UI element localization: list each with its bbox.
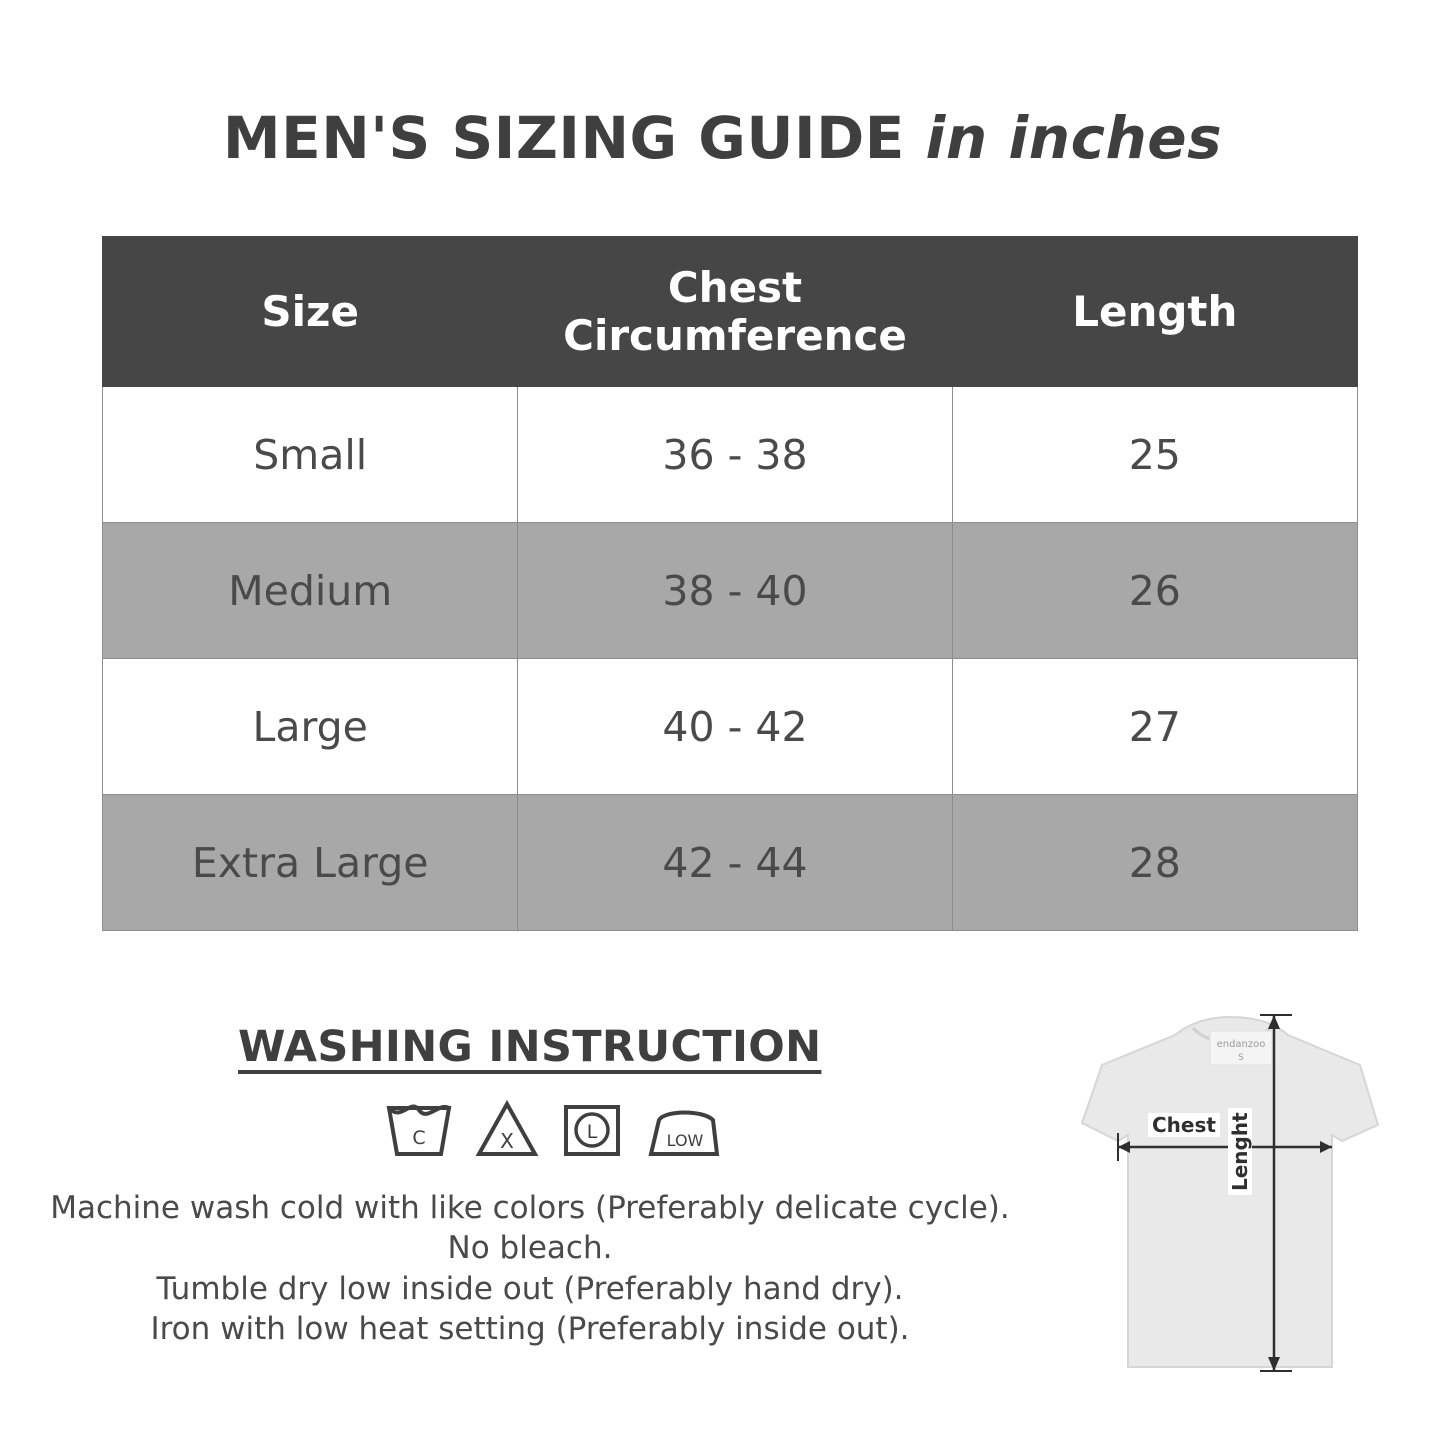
column-header-length: Length bbox=[952, 237, 1357, 387]
cell-length: 28 bbox=[952, 795, 1357, 931]
do-not-bleach-icon bbox=[475, 1098, 539, 1160]
page-title bbox=[0, 104, 1445, 172]
shirt-illustration bbox=[1060, 995, 1420, 1395]
page-title-emphasis: in inches bbox=[925, 104, 1223, 172]
washing-symbols bbox=[385, 1098, 723, 1160]
cell-size: Extra Large bbox=[103, 795, 518, 931]
svg-text:X: X bbox=[500, 1129, 514, 1153]
column-header-size: Size bbox=[103, 237, 518, 387]
cell-length: 27 bbox=[952, 659, 1357, 795]
table-row bbox=[103, 387, 1358, 523]
cell-chest: 42 - 44 bbox=[518, 795, 952, 931]
table-row bbox=[103, 795, 1358, 931]
cell-length: 26 bbox=[952, 523, 1357, 659]
column-header-chest bbox=[518, 237, 952, 387]
cell-chest: 36 - 38 bbox=[518, 387, 952, 523]
washing-instruction-text bbox=[0, 1188, 1060, 1349]
washing-line: Tumble dry low inside out (Preferably hand dry). bbox=[156, 1270, 904, 1307]
tumble-dry-low-icon bbox=[561, 1098, 623, 1160]
cell-chest: 38 - 40 bbox=[518, 523, 952, 659]
table-header bbox=[103, 237, 1358, 387]
machine-wash-cold-icon bbox=[385, 1098, 453, 1160]
washing-line: No bleach. bbox=[447, 1230, 613, 1267]
washing-line: Machine wash cold with like colors (Preferably delicate cycle). bbox=[50, 1190, 1010, 1226]
sizing-table bbox=[102, 236, 1358, 931]
chest-dimension-label: Chest bbox=[1148, 1113, 1220, 1137]
page-title-main: MEN'S SIZING GUIDE bbox=[222, 104, 926, 172]
cell-size: Large bbox=[103, 659, 518, 795]
table-body bbox=[103, 387, 1358, 931]
svg-text:LOW: LOW bbox=[666, 1131, 704, 1150]
table-row bbox=[103, 659, 1358, 795]
column-header-chest-line1: Chest bbox=[667, 263, 803, 313]
column-header-chest-line2: Circumference bbox=[563, 310, 907, 360]
svg-text:S: S bbox=[1238, 1053, 1244, 1063]
length-dimension-label: Lenght bbox=[1228, 1108, 1252, 1195]
washing-instruction-heading: WASHING INSTRUCTION bbox=[238, 1022, 822, 1072]
cell-length: 25 bbox=[952, 387, 1357, 523]
washing-line: Iron with low heat setting (Preferably inside out). bbox=[150, 1310, 910, 1347]
cell-size: Medium bbox=[103, 523, 518, 659]
svg-text:C: C bbox=[412, 1127, 426, 1149]
cell-size: Small bbox=[103, 387, 518, 523]
table-header-row bbox=[103, 237, 1358, 387]
shirt-diagram bbox=[1060, 995, 1420, 1395]
svg-text:L: L bbox=[586, 1121, 598, 1143]
svg-text:endanzoo: endanzoo bbox=[1216, 1039, 1266, 1050]
iron-low-heat-icon bbox=[645, 1098, 723, 1160]
cell-chest: 40 - 42 bbox=[518, 659, 952, 795]
table-row bbox=[103, 523, 1358, 659]
